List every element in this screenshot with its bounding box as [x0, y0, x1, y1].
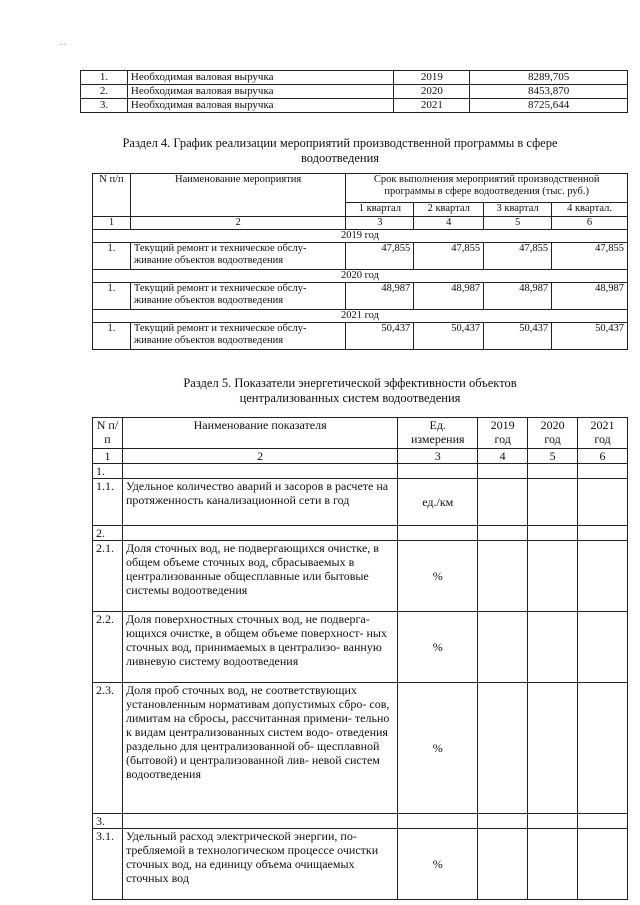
quarter-value: 47,855 — [346, 243, 414, 270]
row-number: 1.1. — [93, 479, 123, 526]
row-unit: ед./км — [398, 479, 478, 526]
value-2019 — [478, 683, 528, 814]
row-name: Доля проб сточных вод, не соответствующих установленным нормативам допустимых сбро- сов, лимитам на сбросы, рассчитанная примени- тельно к видам централизованных систем водо- отведения раздельно для централизованной об- щесплавной (бытовой) и централизованной лив- невой систем водоотведения — [122, 683, 397, 814]
row-name — [122, 814, 397, 829]
quarter-value: 50,437 — [346, 323, 414, 350]
section4-title: Раздел 4. График реализации мероприятий производственной программы в сфере водоотведения — [122, 136, 558, 165]
row-year: 2019 — [394, 71, 470, 85]
ind-header-name: Наименование показателя — [122, 418, 397, 449]
value-2019 — [478, 814, 528, 829]
row-value: 8453,870 — [470, 85, 628, 99]
value-2020 — [528, 612, 578, 683]
row-number: 2.2. — [93, 612, 123, 683]
column-number: 6 — [552, 217, 628, 230]
quarter-value: 47,855 — [414, 243, 484, 270]
row-number: 1. — [93, 323, 131, 350]
schedule-table — [92, 173, 628, 350]
row-name: Доля сточных вод, не подвергающихся очистке, в общем объеме сточных вод, сбрасываемых в централизованные общесплавные или бытовые системы водоотведения — [122, 541, 397, 612]
header-q3: 3 квартал — [484, 203, 552, 217]
quarter-value: 50,437 — [414, 323, 484, 350]
ind-header-2020: 2020 год — [528, 418, 578, 449]
year-label: 2020 год — [93, 270, 628, 283]
year-label: 2019 год — [93, 230, 628, 243]
row-number: 1. — [93, 283, 131, 310]
table-row — [93, 541, 628, 612]
row-name: Текущий ремонт и техническое обслу- живание объектов водоотведения — [130, 283, 345, 310]
section5-title: Раздел 5. Показатели энергетической эффективности объектов централизованных систем водоотведения — [183, 376, 517, 405]
row-unit: % — [398, 612, 478, 683]
column-number: 6 — [578, 449, 628, 464]
row-value: 8725,644 — [470, 99, 628, 113]
table-row — [93, 814, 628, 829]
ind-header-unit: Ед. измерения — [398, 418, 478, 449]
row-name: Необходимая валовая выручка — [127, 85, 393, 99]
column-number-row — [93, 449, 628, 464]
header-q1: 1 квартал — [346, 203, 414, 217]
quarter-value: 48,987 — [414, 283, 484, 310]
year-label: 2021 год — [93, 310, 628, 323]
value-2021 — [578, 814, 628, 829]
row-name — [122, 464, 397, 479]
value-2019 — [478, 829, 528, 900]
table-row — [81, 85, 628, 99]
value-2020 — [528, 541, 578, 612]
row-name: Текущий ремонт и техническое обслу- живание объектов водоотведения — [130, 323, 345, 350]
header-num: N п/п — [93, 174, 131, 217]
table-row — [93, 323, 628, 350]
row-name: Удельный расход электрической энергии, по- требляемой в технологическом процессе очистки сточных вод, на единицу объема очищаемых сточных вод — [122, 829, 397, 900]
row-number: 1. — [93, 243, 131, 270]
year-row — [93, 230, 628, 243]
header-q2: 2 квартал — [414, 203, 484, 217]
year-row — [93, 310, 628, 323]
column-number: 1 — [93, 449, 123, 464]
table-row — [93, 464, 628, 479]
row-number: 3. — [93, 814, 123, 829]
quarter-value: 47,855 — [484, 243, 552, 270]
indicators-header-row — [93, 418, 628, 449]
value-2020 — [528, 464, 578, 479]
schedule-header-row — [93, 174, 628, 203]
row-number: 2. — [81, 85, 128, 99]
quarter-value: 50,437 — [484, 323, 552, 350]
row-year: 2020 — [394, 85, 470, 99]
column-number: 5 — [528, 449, 578, 464]
quarter-value: 50,437 — [552, 323, 628, 350]
row-number: 3. — [81, 99, 128, 113]
table-row — [93, 829, 628, 900]
value-2019 — [478, 612, 528, 683]
value-2020 — [528, 526, 578, 541]
row-number: 1. — [93, 464, 123, 479]
column-number: 3 — [346, 217, 414, 230]
value-2021 — [578, 526, 628, 541]
quarter-value: 47,855 — [552, 243, 628, 270]
table-row — [81, 99, 628, 113]
header-q4: 4 квартал. — [552, 203, 628, 217]
row-name: Доля поверхностных сточных вод, не подверга- ющихся очистке, в общем объеме поверхност- ных сточных вод, принимаемых в централизо- ванную ливневую систему водоотведения — [122, 612, 397, 683]
row-name: Удельное количество аварий и засоров в расчете на протяженность канализационной сети в год — [122, 479, 397, 526]
row-unit — [398, 526, 478, 541]
row-unit — [398, 464, 478, 479]
row-number: 2.1. — [93, 541, 123, 612]
row-unit: % — [398, 829, 478, 900]
row-number: 2.3. — [93, 683, 123, 814]
value-2019 — [478, 541, 528, 612]
table-row — [93, 612, 628, 683]
value-2019 — [478, 479, 528, 526]
column-number: 3 — [398, 449, 478, 464]
column-number: 2 — [130, 217, 345, 230]
revenue-table — [80, 70, 628, 113]
value-2021 — [578, 479, 628, 526]
row-unit: % — [398, 541, 478, 612]
value-2020 — [528, 814, 578, 829]
value-2021 — [578, 829, 628, 900]
column-number: 5 — [484, 217, 552, 230]
header-period: Срок выполнения мероприятий производственной программы в сфере водоотведения (тыс. руб.) — [346, 174, 628, 203]
row-number: 2. — [93, 526, 123, 541]
value-2019 — [478, 464, 528, 479]
value-2021 — [578, 612, 628, 683]
ind-header-2019: 2019 год — [478, 418, 528, 449]
row-name: Необходимая валовая выручка — [127, 99, 393, 113]
indicators-table — [92, 417, 628, 900]
quarter-value: 48,987 — [552, 283, 628, 310]
value-2020 — [528, 479, 578, 526]
table-row — [93, 283, 628, 310]
table-row — [81, 71, 628, 85]
value-2020 — [528, 683, 578, 814]
row-year: 2021 — [394, 99, 470, 113]
column-number-row — [93, 217, 628, 230]
header-name: Наименование мероприятия — [130, 174, 345, 217]
year-row — [93, 270, 628, 283]
value-2019 — [478, 526, 528, 541]
row-unit — [398, 814, 478, 829]
value-2021 — [578, 683, 628, 814]
row-number: 1. — [81, 71, 128, 85]
column-number: 2 — [122, 449, 397, 464]
row-value: 8289,705 — [470, 71, 628, 85]
value-2021 — [578, 541, 628, 612]
table-row — [93, 526, 628, 541]
row-number: 3.1. — [93, 829, 123, 900]
column-number: 4 — [414, 217, 484, 230]
corner-mark: . . — [60, 38, 66, 47]
ind-header-2021: 2021 год — [578, 418, 628, 449]
row-name: Текущий ремонт и техническое обслу- живание объектов водоотведения — [130, 243, 345, 270]
column-number: 4 — [478, 449, 528, 464]
value-2020 — [528, 829, 578, 900]
quarter-value: 48,987 — [484, 283, 552, 310]
table-row — [93, 479, 628, 526]
column-number: 1 — [93, 217, 131, 230]
row-name — [122, 526, 397, 541]
value-2021 — [578, 464, 628, 479]
row-name: Необходимая валовая выручка — [127, 71, 393, 85]
table-row — [93, 683, 628, 814]
table-row — [93, 243, 628, 270]
ind-header-num: N п/п — [93, 418, 123, 449]
row-unit: % — [398, 683, 478, 814]
quarter-value: 48,987 — [346, 283, 414, 310]
